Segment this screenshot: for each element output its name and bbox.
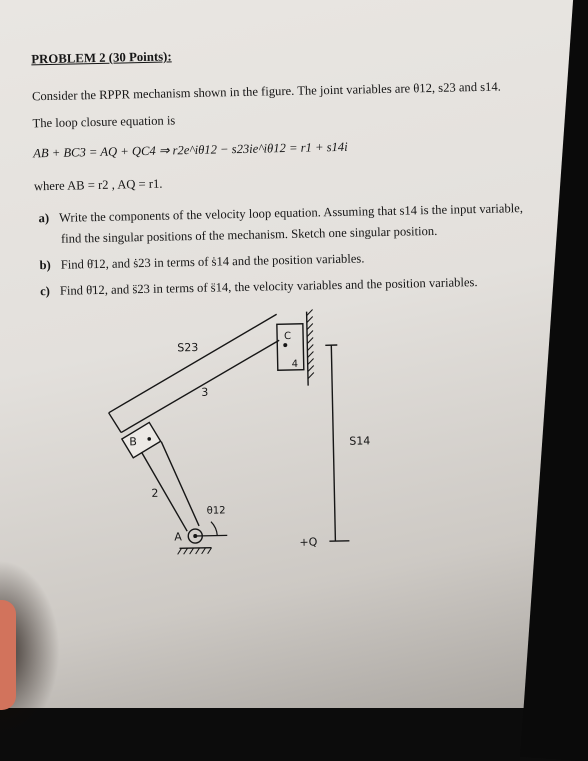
link-3-end [109,413,121,433]
theta12-reference [195,535,227,536]
question-c-text: Find θ̈12, and s̈23 in terms of s̈14, the velocity variables and the position variables. [60,275,478,298]
label-q: +Q [299,535,317,548]
question-b-label: b) [39,258,50,272]
loop-closure-equation: AB + BC3 = AQ + QC4 ⇒ r2e^iθ12 − s23ie^iθ12 = r1 + s14i [33,139,348,162]
label-link-3: 3 [201,386,208,399]
link-2-right [161,441,199,527]
question-b-text: Find θ̇12, and ṡ23 in terms of ṡ14 and the position variables. [61,251,365,271]
link-3-lower-line [119,340,281,432]
question-c-label: c) [40,284,50,298]
link-2-left [141,451,187,532]
s14-dimension-line [331,345,335,541]
theta12-arc [211,522,217,536]
finger [0,600,16,710]
label-theta12: θ12 [207,505,226,516]
where-definitions: where AB = r2 , AQ = r1. [34,177,163,195]
label-a: A [174,530,182,543]
joint-c-dot [283,343,287,347]
link-3-upper-line [107,314,279,413]
label-s23: S23 [177,341,198,354]
question-a-label: a) [38,211,49,225]
question-a-text-continued: find the singular positions of the mechanism. Sketch one singular position. [61,224,438,247]
question-a-text: Write the components of the velocity loop equation. Assuming that s14 is the input variable, [59,201,523,225]
loop-closure-label: The loop closure equation is [32,113,175,131]
label-c: C [284,331,291,342]
problem-intro: Consider the RPPR mechanism shown in the figure. The joint variables are θ12, s23 and s14. [32,80,501,105]
problem-title: PROBLEM 2 (30 Points): [31,49,172,67]
label-link-4: 4 [292,359,299,370]
ground-a [180,548,212,549]
label-link-2: 2 [151,487,158,500]
label-b: B [129,435,137,448]
label-s14: S14 [349,434,370,447]
